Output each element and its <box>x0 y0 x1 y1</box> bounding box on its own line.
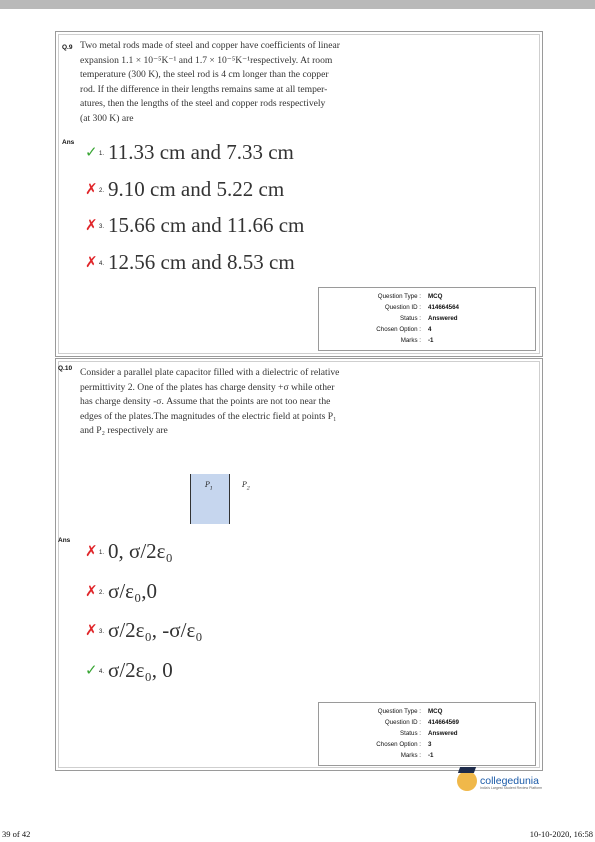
option-text: 11.33 cm and 7.33 cm <box>108 139 294 164</box>
cross-icon: ✗ <box>85 620 98 639</box>
collegedunia-logo <box>457 771 543 791</box>
question-9-option-3 <box>85 214 304 236</box>
check-icon: ✓ <box>85 142 98 161</box>
meta-key: Marks : <box>400 752 421 759</box>
question-9-ans-label: Ans <box>62 139 75 146</box>
cross-icon: ✗ <box>85 252 98 271</box>
question-9-line: Two metal rods made of steel and copper have coefficients of linear <box>80 40 340 51</box>
question-9-line: (at 300 K) are <box>80 112 134 124</box>
meta-value: 414664569 <box>428 719 459 726</box>
meta-key: Chosen Option : <box>376 326 421 333</box>
question-10-meta-box <box>318 702 536 766</box>
meta-key: Question ID : <box>384 719 421 726</box>
logo-mascot-icon <box>457 771 477 791</box>
meta-key: Question Type : <box>377 708 421 715</box>
question-10-line: has charge density -σ. Assume that the points are not too near the <box>80 396 331 408</box>
option-text: 0, σ/2ε₀ <box>108 538 173 563</box>
question-10-option-2 <box>85 580 157 602</box>
option-number: 1. <box>99 549 105 556</box>
viewer-top-bar <box>0 0 595 9</box>
meta-key: Chosen Option : <box>376 741 421 748</box>
meta-key: Status : <box>400 730 421 737</box>
question-10-line: permittivity 2. One of the plates has charge density +σ while other <box>80 381 335 393</box>
meta-value: 4 <box>428 326 432 333</box>
question-10-text <box>80 366 339 439</box>
option-text: 9.10 cm and 5.22 cm <box>108 176 285 201</box>
point-p2-label <box>242 481 250 491</box>
question-9-line: temperature (300 K), the steel rod is 4 cm longer than the copper <box>80 69 329 81</box>
option-text: 15.66 cm and 11.66 cm <box>108 212 305 237</box>
option-number: 4. <box>99 260 105 267</box>
meta-value: -1 <box>428 337 434 344</box>
question-10-option-1 <box>85 540 173 562</box>
point-subscript: 2 <box>246 485 250 492</box>
option-text: σ/2ε₀, 0 <box>108 657 173 682</box>
meta-key: Question Type : <box>377 293 421 300</box>
meta-value: MCQ <box>428 708 443 715</box>
question-10-line: Consider a parallel plate capacitor filled with a dielectric of relative <box>80 367 340 378</box>
question-10-number: Q.10 <box>58 365 73 372</box>
question-9-text <box>80 39 340 127</box>
meta-value: 3 <box>428 741 432 748</box>
print-timestamp: 10-10-2020, 16:58 <box>529 829 593 839</box>
question-10-line: edges of the plates.The magnitudes of the electric field at points P₁ <box>80 410 337 422</box>
meta-key: Status : <box>400 315 421 322</box>
point-letter: P <box>205 481 210 489</box>
page-number: 39 of 42 <box>2 829 31 839</box>
option-text: σ/2ε₀, -σ/ε₀ <box>108 617 203 642</box>
point-p1-label <box>205 481 213 491</box>
meta-value: -1 <box>428 752 434 759</box>
question-9-line: rod. If the difference in their lengths remains same at all temper- <box>80 83 328 95</box>
option-number: 1. <box>99 150 105 157</box>
check-icon: ✓ <box>85 660 98 679</box>
option-number: 3. <box>99 223 105 230</box>
meta-value: MCQ <box>428 293 443 300</box>
cross-icon: ✗ <box>85 179 98 198</box>
question-9-meta-box <box>318 287 536 351</box>
cross-icon: ✗ <box>85 541 98 560</box>
meta-value: 414664564 <box>428 304 459 311</box>
meta-key: Marks : <box>400 337 421 344</box>
question-10-ans-label: Ans <box>58 537 71 544</box>
option-text: 12.56 cm and 8.53 cm <box>108 249 295 274</box>
capacitor-plate-right <box>229 474 230 524</box>
question-9-line: atures, then the lengths of the steel and copper rods respectively <box>80 98 326 110</box>
option-number: 3. <box>99 628 105 635</box>
question-9-number: Q.9 <box>62 44 73 51</box>
meta-value: Answered <box>428 730 458 737</box>
cross-icon: ✗ <box>85 581 98 600</box>
option-number: 2. <box>99 589 105 596</box>
question-10-option-4 <box>85 659 173 681</box>
question-10-option-3 <box>85 619 203 641</box>
question-9-option-1 <box>85 141 294 163</box>
question-10-line: and P₂ respectively are <box>80 425 168 437</box>
option-number: 4. <box>99 668 105 675</box>
logo-name: collegedunia <box>480 774 539 787</box>
option-number: 2. <box>99 187 105 194</box>
capacitor-plate-left <box>190 474 191 524</box>
meta-value: Answered <box>428 315 458 322</box>
option-text: σ/ε₀,0 <box>108 578 158 603</box>
question-9-option-2 <box>85 178 284 200</box>
cross-icon: ✗ <box>85 215 98 234</box>
logo-tagline: India's Largest Student Review Platform <box>480 786 543 790</box>
question-9-line: expansion 1.1 × 10⁻⁵K⁻¹ and 1.7 × 10⁻⁵K⁻¹respectively. At room <box>80 54 333 66</box>
meta-key: Question ID : <box>384 304 421 311</box>
point-subscript: 1 <box>209 485 213 492</box>
point-letter: P <box>242 481 247 489</box>
question-9-option-4 <box>85 251 295 273</box>
